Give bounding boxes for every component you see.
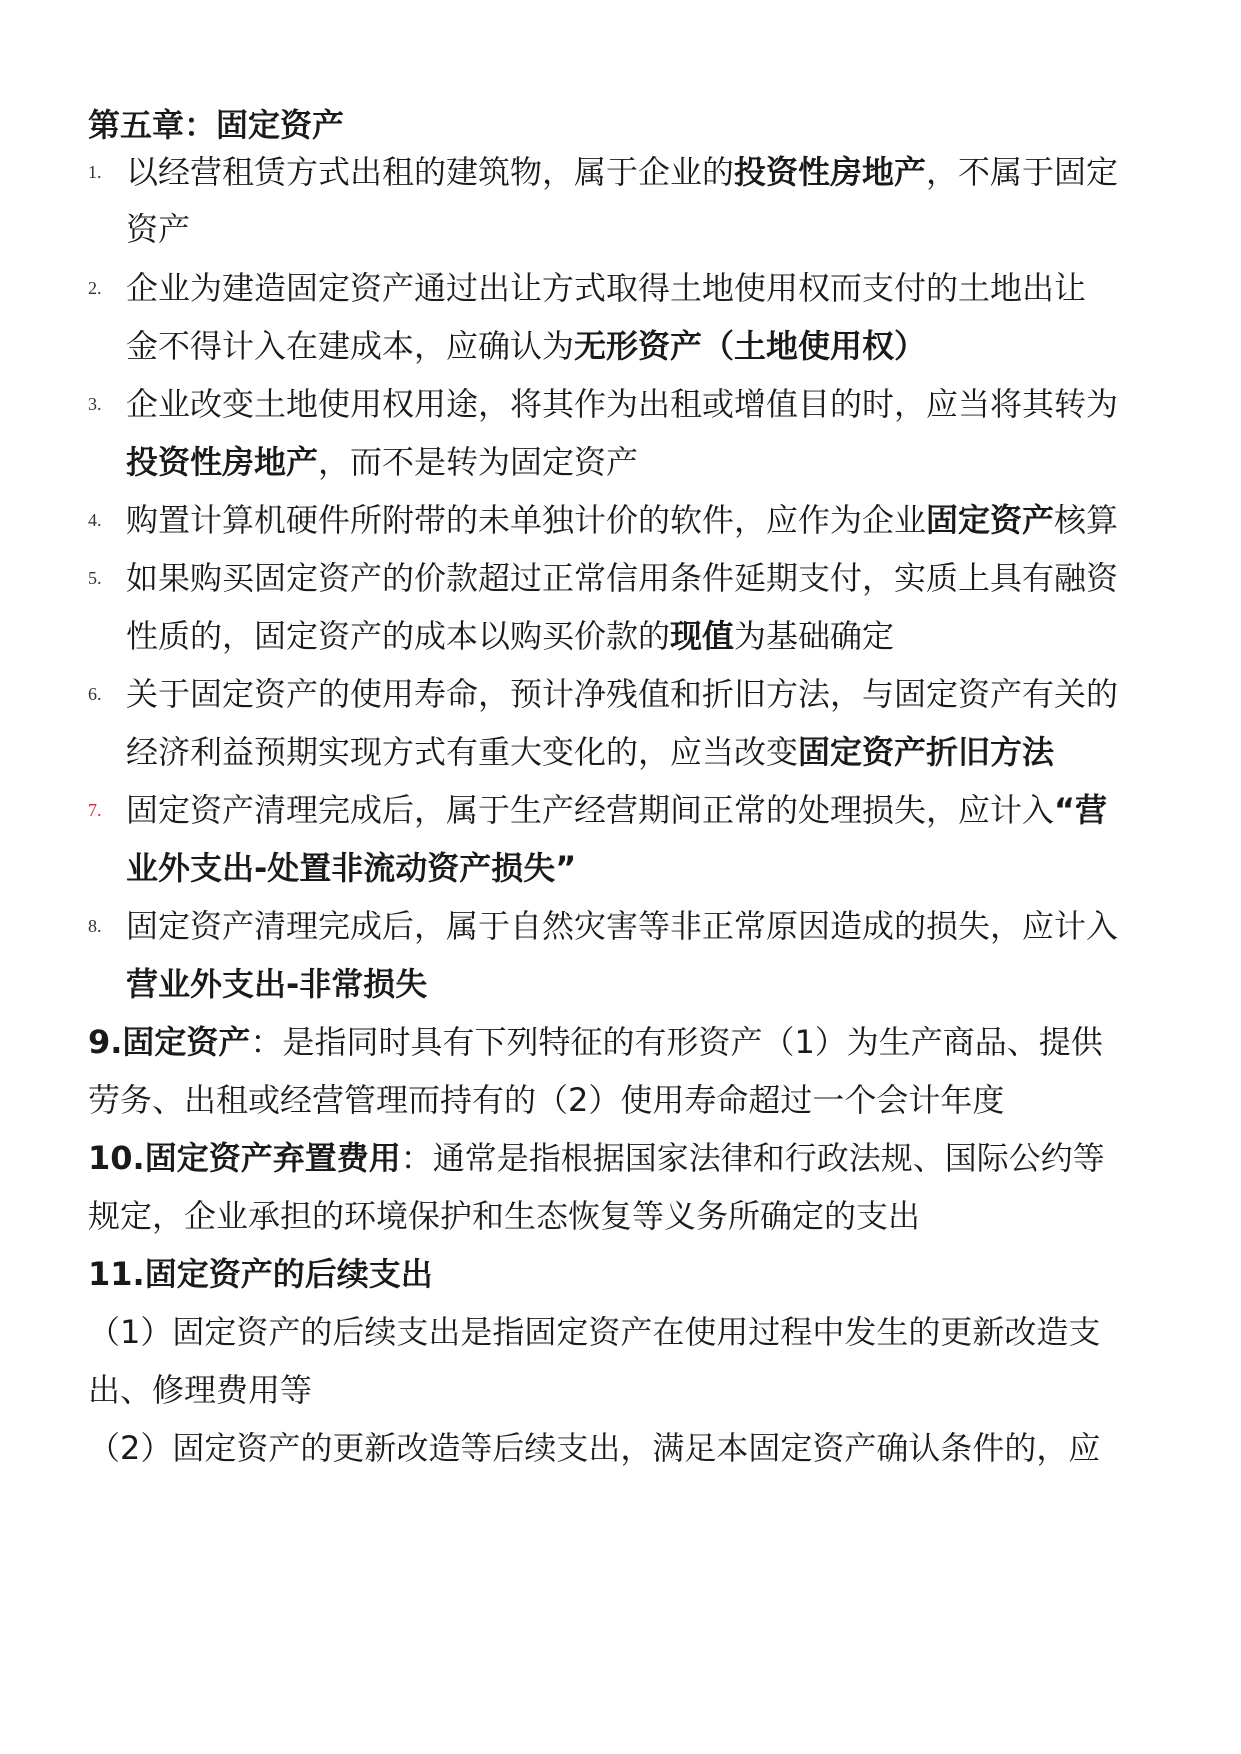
section-heading-11: [0, 1241, 1241, 1307]
text-run: 劳务、出租或经营管理而持有的（2）使用寿命超过一个会计年度: [88, 1081, 1005, 1119]
list-number: 6.: [88, 684, 102, 704]
list-item-2: [0, 255, 1241, 321]
bold-term: “营: [1054, 791, 1108, 829]
text-run: ，不属于固定: [926, 153, 1119, 191]
bold-term: 投资性房地产: [734, 153, 927, 191]
paragraph-10: [0, 1125, 1241, 1191]
bold-term: 无形资产（土地使用权）: [574, 327, 927, 365]
text-run: 固定资产清理完成后，属于生产经营期间正常的处理损失，应计入: [126, 791, 1055, 829]
paragraph-10-continuation: [0, 1183, 1241, 1249]
list-item-6-continuation: [0, 719, 1241, 785]
subparagraph-1: [0, 1299, 1241, 1365]
list-item-5-continuation: [0, 603, 1241, 669]
bold-term: 现值: [670, 617, 735, 655]
list-item-5: [0, 545, 1241, 611]
paragraph-9-continuation: [0, 1067, 1241, 1133]
text-run: 核算: [1054, 501, 1119, 539]
bold-term: 固定资产: [926, 501, 1055, 539]
subparagraph-1-continuation: [0, 1357, 1241, 1423]
bold-term: 营业外支出-非常损失: [126, 965, 428, 1003]
bold-term: 固定资产折旧方法: [798, 733, 1055, 771]
list-item-1-continuation: [0, 196, 1241, 262]
subparagraph-2: [0, 1415, 1241, 1481]
list-number: 3.: [88, 394, 102, 414]
text-run: 为基础确定: [734, 617, 895, 655]
text-run: 购置计算机硬件所附带的未单独计价的软件，应作为企业: [126, 501, 927, 539]
list-item-3: [0, 371, 1241, 437]
bold-term: 9.固定资产: [88, 1023, 251, 1061]
list-item-2-continuation: [0, 313, 1241, 379]
bold-term: 11.固定资产的后续支出: [88, 1255, 433, 1293]
bold-term: 投资性房地产: [126, 443, 319, 481]
chapter-title-text: 第五章：固定资产: [88, 106, 345, 144]
text-run: 性质的，固定资产的成本以购买价款的: [126, 617, 671, 655]
list-number: 7.: [88, 800, 102, 820]
bold-term: 业外支出-处置非流动资产损失”: [126, 849, 577, 887]
list-number: 2.: [88, 278, 102, 298]
list-number: 8.: [88, 916, 102, 936]
text-run: 规定，企业承担的环境保护和生态恢复等义务所确定的支出: [88, 1197, 921, 1235]
text-run: ：通常是指根据国家法律和行政法规、国际公约等: [400, 1139, 1105, 1177]
list-number: 5.: [88, 568, 102, 588]
text-run: （2）固定资产的更新改造等后续支出，满足本固定资产确认条件的，应: [88, 1429, 1101, 1467]
text-run: （1）固定资产的后续支出是指固定资产在使用过程中发生的更新改造支: [88, 1313, 1101, 1351]
list-number: 4.: [88, 510, 102, 530]
text-run: 企业为建造固定资产通过出让方式取得土地使用权而支付的土地出让: [126, 269, 1087, 307]
list-item-8-continuation: [0, 951, 1241, 1017]
text-run: 资产: [126, 210, 191, 248]
text-run: ，而不是转为固定资产: [318, 443, 639, 481]
list-item-8: [0, 893, 1241, 959]
list-item-6: [0, 661, 1241, 727]
list-item-7: [0, 777, 1241, 843]
text-run: 关于固定资产的使用寿命，预计净残值和折旧方法，与固定资产有关的: [126, 675, 1119, 713]
bold-term: 10.固定资产弃置费用: [88, 1139, 401, 1177]
list-item-7-continuation: [0, 835, 1241, 901]
text-run: 企业改变土地使用权用途，将其作为出租或增值目的时，应当将其转为: [126, 385, 1119, 423]
list-number: 1.: [88, 162, 102, 182]
text-run: 经济利益预期实现方式有重大变化的，应当改变: [126, 733, 799, 771]
text-run: 金不得计入在建成本，应确认为: [126, 327, 575, 365]
text-run: 固定资产清理完成后，属于自然灾害等非正常原因造成的损失，应计入: [126, 907, 1119, 945]
text-run: 出、修理费用等: [88, 1371, 313, 1409]
text-run: ：是指同时具有下列特征的有形资产（1）为生产商品、提供: [250, 1023, 1103, 1061]
text-run: 以经营租赁方式出租的建筑物，属于企业的: [126, 153, 735, 191]
list-item-3-continuation: [0, 429, 1241, 495]
text-run: 如果购买固定资产的价款超过正常信用条件延期支付，实质上具有融资: [126, 559, 1119, 597]
list-item-4: [0, 487, 1241, 553]
paragraph-9: [0, 1009, 1241, 1075]
